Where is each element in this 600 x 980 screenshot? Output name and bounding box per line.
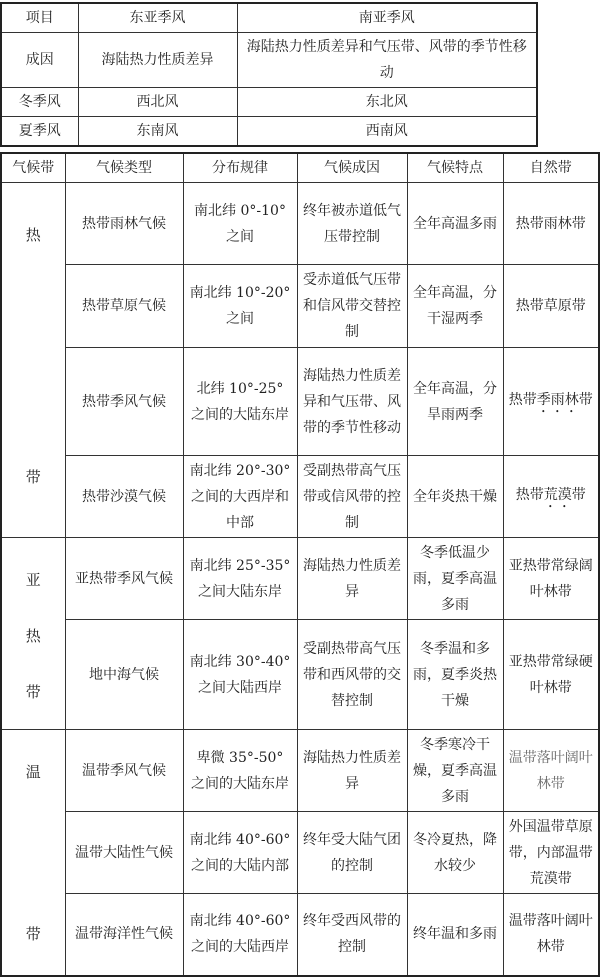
cause: 受赤道低气压带和信风带交替控制	[297, 265, 407, 348]
climate-type: 热带草原气候	[65, 265, 183, 348]
table-row	[1, 456, 599, 538]
monsoon-row	[1, 88, 537, 117]
climate-type: 热带季风气候	[65, 348, 183, 456]
climate-type: 温带海洋性气候	[65, 894, 183, 976]
header-cell: 南亚季风	[237, 3, 537, 33]
natural-belt: 外国温带草原带，内部温带荒漠带	[503, 812, 599, 894]
feature: 冬季低温少雨，夏季高温多雨	[407, 538, 503, 620]
header-cell: 项目	[1, 3, 78, 33]
table-row	[1, 812, 599, 894]
row-label: 成因	[1, 33, 78, 88]
distribution: 南北纬 25°-35° 之间大陆东岸	[183, 538, 297, 620]
feature: 冬季温和多雨，夏季炎热干燥	[407, 620, 503, 730]
row-label: 冬季风	[1, 88, 78, 117]
table-row	[1, 265, 599, 348]
belt-prefix: 热带	[508, 392, 537, 408]
belt-prefix: 热带	[515, 486, 544, 503]
cause: 终年受大陆气团的控制	[297, 812, 407, 894]
table-row	[1, 730, 599, 812]
feature: 全年高温多雨	[407, 183, 503, 265]
climate-header-row	[1, 153, 599, 183]
header-cell: 气候特点	[407, 153, 503, 183]
cause: 受副热带高气压带和西风带的交替控制	[297, 620, 407, 730]
table-cell: 西北风	[78, 88, 237, 117]
natural-belt: 热带草原带	[503, 265, 599, 348]
table-cell: 海陆热力性质差异	[78, 33, 237, 88]
table-cell: 东北风	[237, 88, 537, 117]
table-cell: 海陆热力性质差异和气压带、风带的季节性移动	[237, 33, 537, 88]
natural-belt: 温带落叶阔叶林带	[503, 894, 599, 976]
table-row	[1, 620, 599, 730]
natural-belt: 亚热带常绿阔叶林带	[503, 538, 599, 620]
climate-type: 温带季风气候	[65, 730, 183, 812]
natural-belt	[503, 456, 599, 538]
zone-char: 热	[25, 627, 41, 645]
monsoon-row	[1, 33, 537, 88]
row-label: 夏季风	[1, 117, 78, 147]
zone-char: 热	[25, 226, 41, 244]
header-cell: 气候带	[1, 153, 65, 183]
distribution: 南北纬 20°-30° 之间的大西岸和中部	[183, 456, 297, 538]
distribution: 南北纬 0°-10° 之间	[183, 183, 297, 265]
climate-type: 温带大陆性气候	[65, 812, 183, 894]
belt-emphasis: 季雨林	[536, 392, 579, 408]
feature: 终年温和多雨	[407, 894, 503, 976]
feature: 全年高温，分干湿两季	[407, 265, 503, 348]
climate-table	[0, 152, 600, 977]
zone-char: 亚	[25, 571, 41, 589]
distribution: 北纬 10°-25° 之间的大陆东岸	[183, 348, 297, 456]
table-cell: 西南风	[237, 117, 537, 147]
header-cell: 气候类型	[65, 153, 183, 183]
cause: 海陆热力性质差异	[297, 730, 407, 812]
table-cell: 东南风	[78, 117, 237, 147]
distribution: 卑微 35°-50° 之间的大陆东岸	[183, 730, 297, 812]
natural-belt	[503, 348, 599, 456]
belt-suffix: 带	[571, 486, 586, 503]
distribution: 南北纬 40°-60° 之间的大陆内部	[183, 812, 297, 894]
zone-char: 带	[25, 468, 41, 486]
climate-type: 热带沙漠气候	[65, 456, 183, 538]
monsoon-header-row	[1, 3, 537, 33]
belt-emphasis: 荒漠	[543, 486, 572, 503]
monsoon-row	[1, 117, 537, 147]
cause: 终年受西风带的控制	[297, 894, 407, 976]
feature: 全年炎热干燥	[407, 456, 503, 538]
natural-belt: 热带雨林带	[503, 183, 599, 265]
distribution: 南北纬 40°-60° 之间的大陆西岸	[183, 894, 297, 976]
monsoon-table	[0, 2, 538, 147]
natural-belt: 亚热带常绿硬叶林带	[503, 620, 599, 730]
feature: 全年高温，分旱雨两季	[407, 348, 503, 456]
belt-suffix: 带	[578, 392, 593, 408]
cause: 海陆热力性质差异	[297, 538, 407, 620]
table-row	[1, 183, 599, 265]
zone-char: 温	[25, 763, 41, 781]
table-row	[1, 894, 599, 976]
distribution: 南北纬 10°-20° 之间	[183, 265, 297, 348]
feature: 冬冷夏热，降水较少	[407, 812, 503, 894]
table-row	[1, 348, 599, 456]
table-row	[1, 538, 599, 620]
header-cell: 东亚季风	[78, 3, 237, 33]
climate-type: 亚热带季风气候	[65, 538, 183, 620]
zone-cell-temperate	[1, 730, 65, 976]
zone-cell-tropical	[1, 183, 65, 538]
header-cell: 自然带	[503, 153, 599, 183]
header-cell: 气候成因	[297, 153, 407, 183]
feature: 冬季寒冷干燥，夏季高温多雨	[407, 730, 503, 812]
cause: 终年被赤道低气压带控制	[297, 183, 407, 265]
zone-char: 带	[25, 683, 41, 701]
natural-belt: 温带落叶阔叶林带	[503, 730, 599, 812]
cause: 受副热带高气压带或信风带的控制	[297, 456, 407, 538]
zone-char: 带	[25, 925, 41, 943]
header-cell: 分布规律	[183, 153, 297, 183]
distribution: 南北纬 30°-40° 之间大陆西岸	[183, 620, 297, 730]
climate-type: 地中海气候	[65, 620, 183, 730]
zone-cell-subtropical	[1, 538, 65, 730]
climate-type: 热带雨林气候	[65, 183, 183, 265]
cause: 海陆热力性质差异和气压带、风带的季节性移动	[297, 348, 407, 456]
